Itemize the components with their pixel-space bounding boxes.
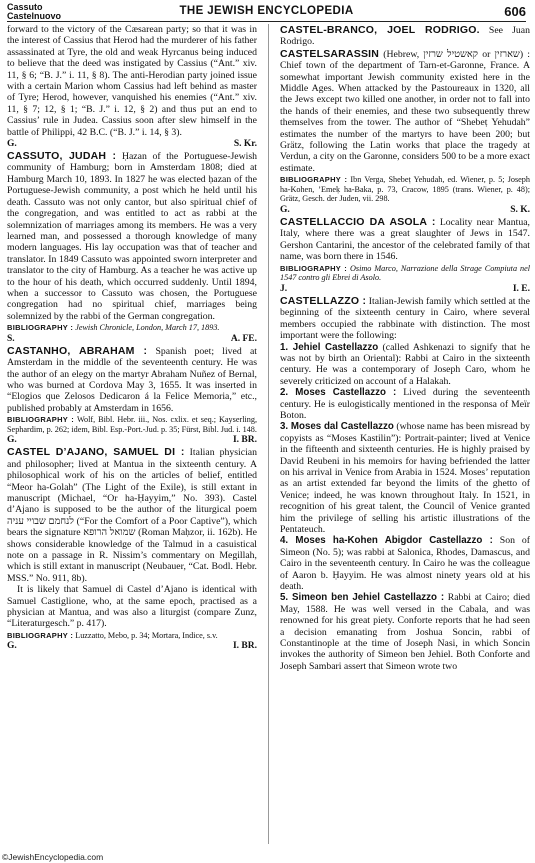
bibliography-text: Osimo Marco, Narrazione della Strage Compiuta nel 1547 contro gli Ebrei di Asolo. — [280, 263, 530, 283]
list-item-text: (whose name has been misread by copyists as “Moses Kastilin”): Portrait-painter; lived at Venice in the fifteenth and sixteenth centuries. He is highly praised by David Reubeni in his memoirs for having befriended the latter on his arrival in Venice from Arabia in 1524. Moses’ reputation as an artist extended far beyond the limits of the ghetto of Venice; indeed, he was known throughout Italy. In 1521, in recognition of his great talent, the Council of Venice granted him the privilege of selling his artistic illustrations of the Pentateuch. — [280, 421, 530, 535]
list-item-head: 2. Moses Castellazzo : — [280, 387, 397, 399]
list-item — [280, 342, 530, 388]
list-item-text: (called Ashkenazi to signify that he was not by birth an Oriental): Rabbi at Cairo in the sixteenth century. He was a contemporary of Joseph Caro, whom he severely criticized on account of a Halakah. — [280, 341, 530, 387]
list-item — [280, 592, 530, 672]
bibliography-label: BIBLIOGRAPHY : — [7, 630, 74, 640]
entry-body: Locality near Mantua, Italy, where there was a great slaughter of Jews in 1547. Gershon Cantarini, the ancestor of the celebrated family of that name, was born there in 1546. — [280, 217, 530, 263]
bibliography-text: Wolf, Bibl. Hebr. iii., Nos. cxlix. et seq.; Kayserling, Sephardim, p. 262; idem, Bibl. Esp.-Port.-Jud. p. 35; Fürst, Bibl. Jud. i. 148. — [7, 415, 257, 434]
bibliography-label: BIBLIOGRAPHY : — [7, 323, 74, 333]
signature-initial: G. — [280, 205, 290, 216]
guide-word-first: Cassuto — [7, 2, 43, 12]
signature-author: I. E. — [512, 283, 530, 294]
signature-author: S. K. — [510, 205, 530, 216]
list-item — [280, 421, 530, 535]
signature-line — [280, 283, 530, 295]
signature-line — [7, 333, 257, 345]
signature-initial: G. — [7, 641, 17, 652]
list-item-head: 3. Moses dal Castellazzo — [280, 421, 394, 433]
bibliography-text: Ibn Verga, Shebeṭ Yehudah, ed. Wiener, p. 5; Joseph ha-Kohen, ’Emeḳ ha-Baka, p. 73, Cracow, 1895 (trans. Wiener, p. 48); Grätz, Gesch. der Juden, vii. 298. — [280, 175, 530, 204]
signature-initial: S. — [7, 333, 15, 344]
bibliography — [280, 175, 530, 204]
entry-headword: CASTELSARASSIN — [280, 47, 380, 60]
signature-line — [7, 138, 257, 150]
entry-body: (Hebrew, קאשטיל שרזין or שארזין) : Chief town of the department of Tarn-et-Garonne, France. A somewhat important Jewish community existed here in the Middle Ages. When attacked by the Pastoureaux in 1320, all the Jews except two killed one another, in order not to fall into the hands of their enemies, and these two subsequently threw themselves from the tower. The author of “Shebeṭ Yehudah” estimates the number of the martyrs to have been 200; but Grätz, following the Latin works that place the tragedy at Verdun, a city on the Garonne, considers 500 to be a more exact estimate. — [280, 48, 530, 174]
entry-castellaccio — [280, 217, 530, 263]
signature-initial: J. — [280, 283, 288, 294]
entry-body: Spanish poet; lived at Amsterdam in the middle of the seventeenth century. He was the author of an elegy on the martyr Abraham Nuñez of Bernal, who was burned at Cordova May 3, 1655. It was inserted in “Elogios que Zelosos Dedicaron á la Felice Memoria,” etc., published probably at Amsterdam in 1656. — [7, 345, 257, 414]
signature-author: I. BR. — [232, 641, 257, 652]
left-column — [7, 24, 257, 856]
entry-body: Italian-Jewish family which settled at the beginning of the sixteenth century in Cairo, where several members occupied the rabbinate with distinction. The most important were the following: — [280, 295, 530, 342]
bibliography — [7, 631, 257, 641]
bibliography — [280, 264, 530, 283]
entry-castellazzo — [280, 296, 530, 342]
entry-cassuto-judah — [7, 151, 257, 322]
entry-headword: CASSUTO, JUDAH : — [7, 150, 117, 163]
list-item-text: Lived during the seventeenth century. He is eulogistically mentioned in the responsa of Meïr Boton. — [280, 387, 530, 421]
running-header — [7, 3, 526, 21]
signature-line — [7, 434, 257, 446]
signature-author: A. FE. — [230, 333, 257, 344]
column-divider — [268, 24, 269, 844]
copyright-footer — [2, 852, 103, 862]
list-item-head: 1. Jehiel Castellazzo — [280, 341, 379, 353]
entry-headword: CASTELLACCIO DA ASOLA : — [280, 216, 436, 229]
copyright-text: ©JewishEncyclopedia.com — [2, 852, 104, 862]
entry-headword: CASTANHO, ABRAHAM : — [7, 344, 148, 357]
bibliography — [7, 323, 257, 333]
entry-body: See Juan Rodrigo. — [280, 25, 530, 48]
entry-castel-dajano — [7, 447, 257, 584]
signature-author: S. Kr. — [233, 139, 257, 150]
entry-castelsarassin — [280, 49, 530, 174]
list-item-head: 5. Simeon ben Jehiel Castellazzo : — [280, 592, 445, 604]
list-item — [280, 535, 530, 592]
bibliography-label: BIBLIOGRAPHY : — [280, 175, 348, 185]
bibliography-label: BIBLIOGRAPHY : — [7, 415, 75, 425]
entry-body-continued: It is likely that Samuel di Castel d’Ajano is identical with Samuel Castiglione, who, at the same epoch, practised as a physician at Mantua, and was also a liturgist (compare Zunz, “Literaturgesch.” p. 417). — [7, 584, 257, 630]
list-item-text: Rabbi at Cairo; died May, 1588. He was well versed in the Cabala, and was renowned for his great piety. Conforte reports that he had seen a decision emanating from Joshua Soncin, rabbi of Constantinople at the time of Joseph Nasi, in which Soncin invokes the authority of Simeon ben Jehiel. Both Conforte and Joseph Sambari assert that Simeon wrote two — [280, 592, 530, 672]
list-item-head: 4. Moses ha-Kohen Abigdor Castellazzo : — [280, 535, 493, 547]
bibliography-text: Jewish Chronicle, London, March 17, 1893. — [75, 323, 220, 333]
signature-initial: G. — [7, 435, 17, 446]
guide-word-last: Castelnuovo — [7, 11, 62, 21]
bibliography — [7, 415, 257, 434]
bibliography-text: Luzzatto, Mebo, p. 34; Mortara, Indice, s.v. — [75, 630, 218, 640]
header-rule — [7, 21, 526, 22]
entry-castel-branco — [280, 25, 530, 48]
entry-castanho-abraham — [7, 346, 257, 414]
entry-headword: CASTEL D’AJANO, SAMUEL DI : — [7, 446, 185, 459]
entry-body: Italian physician and philosopher; lived at Mantua in the sixteenth century. A philosophical work of his on the articles of belief, entitled “Meor ha-Golah” (The Light of the Exile), is still extant in manuscript (Michael, “Or ha-Ḥayyim,” No. 393). Castel d’Ajano is supposed to be the author of the liturgical poem לנחמם שבויי עניה (“For the Comfort of a Poor Captive”), which bears the signature שמואל הרופא (Roman Maḥzor, ii. 162b). He shows considerable knowledge of the Talmud in a casuistical note on a passage in R. Nissim’s commentary on Megillah, which is still extant in manuscript (Neubauer, “Cat. Bodl. Hebr. MSS.” No. 911, 8b). — [7, 447, 257, 584]
entry-headword: CASTEL-BRANCO, JOEL RODRIGO. — [280, 24, 480, 36]
entry-body: Ḥazan of the Portuguese-Jewish community of Hamburg; born in Amsterdam 1808; died at Hamburg March 10, 1893. In 1827 he was elected ḥazan of the Portuguese-Jewish community, a post which he held until his death. Cassuto was not only cantor, but also spiritual chief of the congregation, and was entitled to act as rabbi at the solemnization of marriages among its members. He was a very learned man, and possessed a thorough knowledge of many modern languages. His lay occupation was that of teacher and translator. In 1849 Cassuto was appointed sworn interpreter and translator to the city of Hamburg. As a teacher he was active up to the hour of his death, which occurred suddenly. Until 1894, when a successor to Cassuto was chosen, the Portuguese congregation had no spiritual chief, marriages being solemnized by the rabbi of the German congregation. — [7, 151, 257, 322]
signature-line — [7, 640, 257, 652]
signature-initial: G. — [7, 139, 17, 150]
publication-title: THE JEWISH ENCYCLOPEDIA — [179, 5, 354, 17]
continuation-text: forward to the victory of the Cæsarean party; so that it was in the interest of Cassius that Herod had the murderer of his father assassinated at Tyre, the old and weak Hyrcanus being induced to believe that the deed was instigated by Cassius (“Ant.” xiv. 11, § 6; “B. J.” i. 11, § 8). The anti-Herodian party joined issue with a certain Marion whom Cassius had left behind as master of Tyre; Herod, however, vanquished his enemies (“Ant.” xiv. 11, § 7; 12, § 1; “B. J.” i. 12, § 2) and thus put an end to Cassius’ rule in Judea. Cassius soon after slew himself in the battle of Philippi, 42 B.C. (“B. J.” i. 14, § 3). — [7, 24, 257, 138]
entry-headword: CASTELLAZZO : — [280, 294, 367, 307]
right-column — [280, 24, 530, 856]
signature-author: I. BR. — [232, 435, 257, 446]
list-item-text: Son of Simeon (No. 5); was rabbi at Salonica, Rhodes, Damascus, and Cairo in the seventeenth century. In Cairo he was the colleague of Aaron b. Ḥayyim. He was almost ninety years old at his death. — [280, 535, 530, 593]
signature-line — [280, 204, 530, 216]
list-item — [280, 387, 530, 421]
page-number: 606 — [504, 4, 526, 19]
bibliography-label: BIBLIOGRAPHY : — [280, 263, 348, 273]
